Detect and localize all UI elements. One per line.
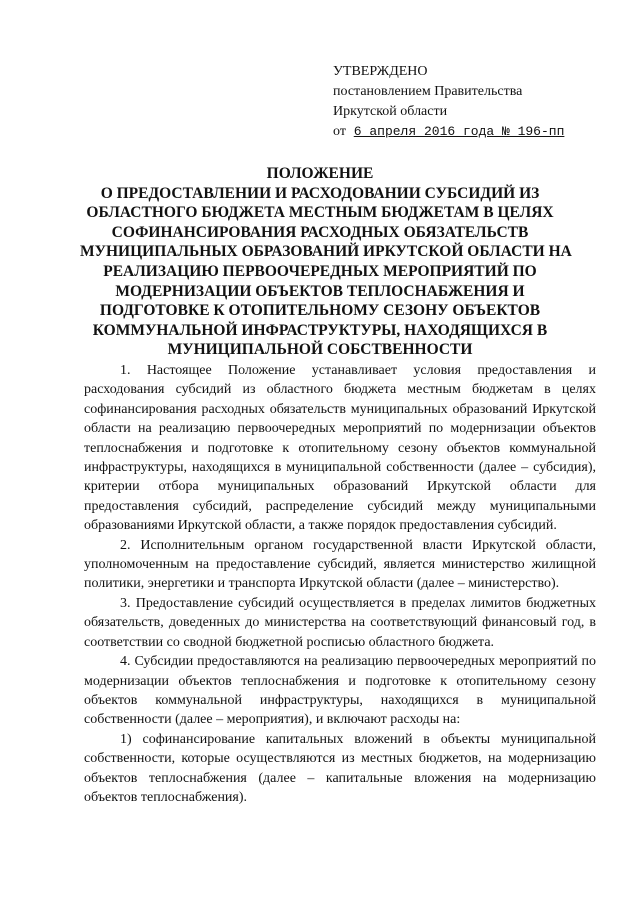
approval-region: Иркутской области: [333, 104, 448, 119]
title-line: МОДЕРНИЗАЦИИ ОБЪЕКТОВ ТЕПЛОСНАБЖЕНИЯ И: [115, 282, 525, 300]
approval-date-prefix: от: [333, 124, 346, 139]
title-line: ОБЛАСТНОГО БЮДЖЕТА МЕСТНЫМ БЮДЖЕТАМ В ЦЕЛЯХ: [86, 204, 554, 222]
paragraph-3: 3. Предоставление субсидий осуществляется в пределах лимитов бюджетных обязательств, доведенных до министерства на соответствующий финансовый год, в соответствии со сводной бюджетной росписью областного бюджета.: [84, 595, 596, 650]
paragraph-2: 2. Исполнительным органом государственной власти Иркутской области, уполномоченным на предоставление субсидий, является министерство жилищной политики, энергетики и транспорта Иркутской области (далее – министерство).: [84, 537, 596, 592]
approval-date-value: 6 апреля 2016 года № 196-пп: [353, 124, 565, 139]
approval-date-line: [333, 122, 564, 142]
approval-heading: УТВЕРЖДЕНО: [333, 64, 428, 79]
title-line: РЕАЛИЗАЦИЮ ПЕРВООЧЕРЕДНЫХ МЕРОПРИЯТИЙ ПО: [103, 262, 537, 280]
paragraph-1: 1. Настоящее Положение устанавливает условия предоставления и расходования субсидий из областного бюджета местным бюджетам в целях софинансирования расходных обязательств муниципальных образований Иркутской области на реализацию первоочередных мероприятий по модернизации объектов теплоснабжения и подготовке к отопительному сезону объектов коммунальной инфраструктуры, находящихся в муниципальной собственности (далее – субсидия), критерии отбора муниципальных образований Иркутской области для предоставления субсидий, распределение субсидий между муниципальными образованиями Иркутской области, а также порядок предоставления субсидий.: [84, 363, 596, 534]
title-line: МУНИЦИПАЛЬНЫХ ОБРАЗОВАНИЙ ИРКУТСКОЙ ОБЛАСТИ НА: [80, 243, 572, 261]
title-line: ПОДГОТОВКЕ К ОТОПИТЕЛЬНОМУ СЕЗОНУ ОБЪЕКТОВ: [99, 302, 541, 320]
title-line: КОММУНАЛЬНОЙ ИНФРАСТРУКТУРЫ, НАХОДЯЩИХСЯ В: [92, 321, 548, 339]
document-title: [80, 164, 572, 360]
title-line: СОФИНАНСИРОВАНИЯ РАСХОДНЫХ ОБЯЗАТЕЛЬСТВ: [111, 223, 529, 241]
title-line: ПОЛОЖЕНИЕ: [266, 165, 374, 182]
title-line: О ПРЕДОСТАВЛЕНИИ И РАСХОДОВАНИИ СУБСИДИЙ ИЗ: [100, 184, 540, 202]
document-body: [84, 361, 596, 807]
approval-stamp: [333, 62, 564, 142]
approval-authority: постановлением Правительства: [333, 84, 523, 99]
paragraph-4-item-1: 1) софинансирование капитальных вложений в объекты муниципальной собственности, которые осуществляются из местных бюджетов, на модернизацию объектов теплоснабжения (далее – капитальные вложения на модернизацию объектов теплоснабжения).: [84, 731, 596, 805]
title-line: МУНИЦИПАЛЬНОЙ СОБСТВЕННОСТИ: [167, 341, 473, 359]
paragraph-4: 4. Субсидии предоставляются на реализацию первоочередных мероприятий по модернизации объектов теплоснабжения и подготовке к отопительному сезону объектов коммунальной инфраструктуры, находящихся в муниципальной собственности (далее – мероприятия), и включают расходы на:: [84, 654, 596, 728]
